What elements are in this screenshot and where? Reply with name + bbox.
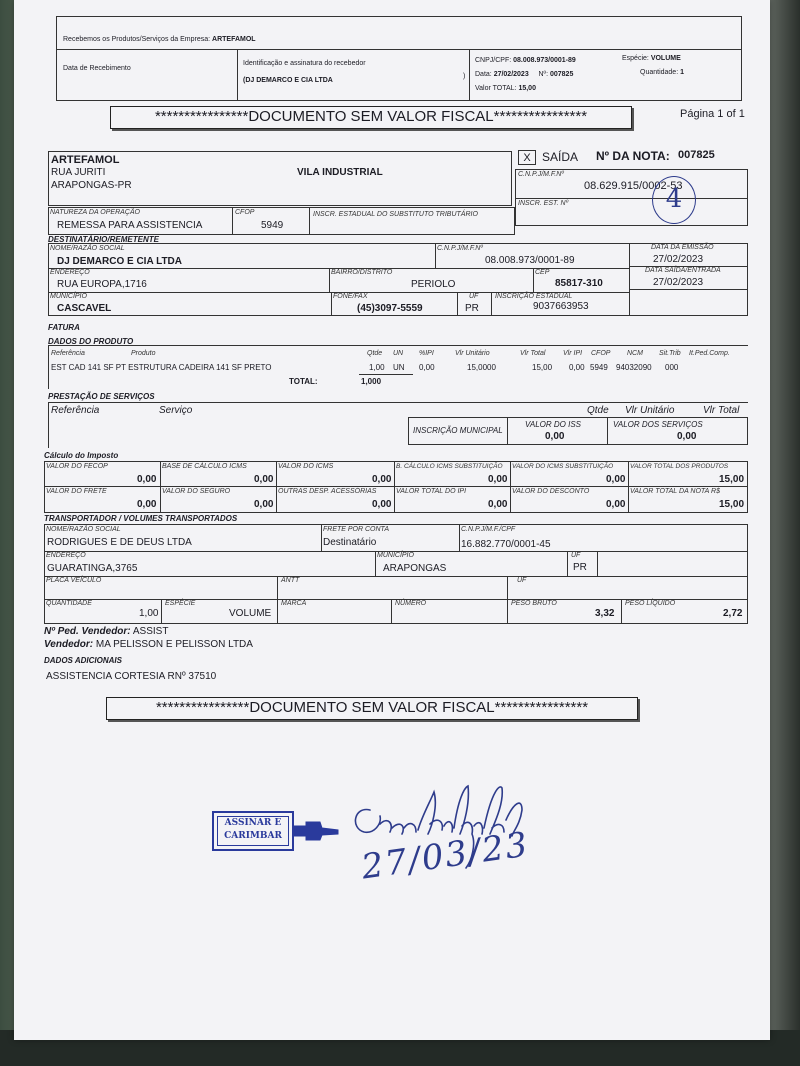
quantidade-label: QUANTIDADE — [46, 600, 92, 607]
banner-bottom: ****************DOCUMENTO SEM VALOR FISCAL**************** — [106, 697, 638, 720]
produtos-section: DADOS DO PRODUTO — [48, 337, 134, 346]
prod-h-sit: Sit.Trib — [659, 350, 681, 357]
natureza-box — [48, 207, 515, 235]
ped-vendedor-value: ASSIST — [132, 626, 169, 637]
receipt-valor-label: Valor TOTAL: — [475, 85, 517, 92]
adicionais-texto: ASSISTENCIA CORTESIA RNº 37510 — [46, 671, 217, 682]
dest-municipio: CASCAVEL — [57, 303, 112, 314]
receipt-data-label: Data: — [475, 71, 492, 78]
prod-total: 15,00 — [532, 363, 553, 372]
prod-unit: 15,0000 — [467, 363, 496, 372]
receipt-numero-label: Nº: — [538, 71, 549, 78]
peso-liquido-label: PESO LÍQUIDO — [625, 600, 676, 607]
natureza-value: REMESSA PARA ASSISTENCIA — [57, 220, 203, 231]
emitente-box — [48, 151, 512, 206]
quantidade-value: 1,00 — [139, 608, 159, 619]
dest-fone-label: FONE/FAX — [333, 293, 368, 300]
saida-label: SAÍDA — [542, 150, 579, 164]
receipt-especie-label: Espécie: — [622, 55, 649, 62]
dest-municipio-label: MUNICÍPIO — [50, 293, 87, 300]
transp-nome-label: NOME/RAZÃO SOCIAL — [46, 526, 121, 533]
receipt-cnpj-label: CNPJ/CPF: — [475, 57, 512, 64]
serv-h-unit: Vlr Unitário — [625, 405, 675, 416]
icms-label: VALOR DO ICMS — [278, 463, 334, 470]
prod-h-qtde: Qtde — [367, 350, 383, 357]
peso-bruto-value: 3,32 — [595, 608, 615, 619]
total-nota-value: 15,00 — [719, 499, 745, 510]
numero-label: NÚMERO — [395, 600, 427, 607]
antt-label: ANTT — [281, 577, 300, 584]
desconto-label: VALOR DO DESCONTO — [512, 488, 590, 495]
vendedor-value: MA PELISSON E PELISSON LTDA — [95, 639, 253, 650]
receipt-received-text: Recebemos os Produtos/Serviços da Empresa: — [63, 36, 211, 43]
total-ipi-label: VALOR TOTAL DO IPI — [396, 488, 467, 495]
dest-nome-label: NOME/RAZÃO SOCIAL — [50, 245, 125, 252]
outras-desp-value: 0,00 — [372, 499, 392, 510]
dest-insc-label: INSCRIÇÃO ESTADUAL — [495, 293, 573, 300]
total-produtos-value: 15,00 — [719, 474, 745, 485]
total-produtos-label: VALOR TOTAL DOS PRODUTOS — [630, 463, 729, 470]
insc-municipal-label: INSCRIÇÃO MUNICIPAL — [413, 426, 503, 435]
nota-label: Nº DA NOTA: — [596, 149, 670, 163]
total-nota-label: VALOR TOTAL DA NOTA R$ — [630, 488, 720, 495]
dest-insc: 9037663953 — [533, 301, 589, 312]
marca-label: MARCA — [281, 600, 307, 607]
dest-cep: 85817-310 — [555, 278, 603, 289]
prod-total-qtde: 1,000 — [361, 377, 382, 386]
prod-h-un: UN — [393, 350, 404, 357]
handwritten-date: 27/03/23 — [359, 824, 532, 888]
especie-value: VOLUME — [229, 608, 272, 619]
transportador-section: TRANSPORTADOR / VOLUMES TRANSPORTADOS — [44, 514, 238, 523]
uf2-label: UF — [517, 577, 527, 584]
dest-cnpj-label: C.N.P.J/M.F.Nº — [437, 245, 483, 252]
prod-h-vlripi: Vlr IPI — [563, 350, 583, 357]
peso-liquido-value: 2,72 — [723, 608, 743, 619]
dest-uf-label: UF — [469, 293, 479, 300]
transp-municipio: ARAPONGAS — [383, 563, 447, 574]
destinatario-section: DESTINATÁRIO/REMETENTE — [48, 235, 159, 244]
emitente-cnpj-label: C.N.P.J/M.F.Nº — [518, 171, 564, 178]
invoice-paper — [14, 0, 770, 1040]
frete-value: 0,00 — [137, 499, 157, 510]
stamp-line-2: CARIMBAR — [224, 831, 282, 841]
prod-h-unit: Vlr Unitário — [455, 350, 490, 357]
prod-ipi: 0,00 — [419, 363, 435, 372]
emitente-rua: RUA JURITI — [51, 167, 106, 178]
desconto-value: 0,00 — [606, 499, 626, 510]
receipt-numero: 007825 — [549, 71, 574, 78]
receipt-data: 27/02/2023 — [493, 71, 529, 78]
dest-saida-label: DATA SAÍDA/ENTRADA — [645, 267, 721, 274]
transp-endereco-label: ENDEREÇO — [46, 552, 86, 559]
dest-cnpj: 08.008.973/0001-89 — [485, 255, 575, 266]
dest-emissao-label: DATA DA EMISSÃO — [651, 244, 714, 251]
serv-h-qtde: Qtde — [587, 405, 609, 416]
transp-uf: PR — [573, 562, 587, 573]
prod-h-ncm: NCM — [627, 350, 643, 357]
nota-numero: 007825 — [678, 149, 715, 161]
adicionais-section: DADOS ADICIONAIS — [44, 656, 122, 665]
cfop-label: CFOP — [235, 209, 255, 216]
emitente-cnpj-box — [515, 169, 748, 226]
peso-bruto-label: PESO BRUTO — [511, 600, 557, 607]
receipt-especie: VOLUME — [650, 55, 681, 62]
seguro-value: 0,00 — [254, 499, 274, 510]
transp-frete-label: FRETE POR CONTA — [323, 526, 389, 533]
emitente-cnpj: 08.629.915/0002-53 — [584, 180, 683, 192]
dest-saida: 27/02/2023 — [653, 277, 704, 288]
serv-h-servico: Serviço — [159, 405, 193, 416]
receipt-stub: Recebemos os Produtos/Serviços da Empresa: ARTEFAMOL Data de Recebimento Identificação e assinatura do recebedor (DJ DEMARCO E CIA LTDA ) CNPJ/CPF: 08.008.973/0001-89 Data: 27/02/2023 Nº: 007825 Valor TOTAL: 15,00 Espécie: VOLUME Quantidade: 1 — [56, 16, 742, 101]
fecop-value: 0,00 — [137, 474, 157, 485]
prod-h-produto: Produto — [131, 350, 156, 357]
imposto-box — [44, 461, 748, 513]
dest-endereco: RUA EUROPA,1716 — [57, 279, 147, 290]
prod-total-label: TOTAL: — [289, 377, 318, 386]
bc-icms-st-label: B. CÁLCULO ICMS SUBSTITUIÇÃO — [396, 463, 503, 470]
saida-checkbox: X — [518, 150, 536, 165]
page-number: Página 1 of 1 — [680, 108, 745, 120]
prod-h-cfop: CFOP — [591, 350, 611, 357]
receipt-cnpj: 08.008.973/0001-89 — [513, 57, 576, 64]
nota-header — [518, 148, 748, 168]
prod-h-total: Vlr Total — [520, 350, 546, 357]
icms-st-label: VALOR DO ICMS SUBSTITUIÇÃO — [512, 463, 614, 470]
receipt-valor: 15,00 — [518, 85, 536, 92]
iss-label: VALOR DO ISS — [525, 420, 582, 429]
prod-ncm: 94032090 — [616, 363, 652, 372]
receipt-date-label: Data de Recebimento — [63, 65, 131, 72]
especie-label: ESPÉCIE — [165, 600, 196, 607]
vendedor-label: Vendedor: — [44, 639, 94, 650]
servicos-totais-box — [408, 417, 748, 445]
dest-endereco-label: ENDEREÇO — [50, 269, 90, 276]
insc-subst-label: INSCR. ESTADUAL DO SUBSTITUTO TRIBUTÁRIO — [313, 211, 478, 218]
emitente-bairro: VILA INDUSTRIAL — [297, 167, 383, 178]
base-icms-label: BASE DE CÁLCULO ICMS — [162, 463, 247, 470]
dest-uf: PR — [465, 303, 479, 314]
serv-h-total: Vlr Total — [703, 405, 740, 416]
base-icms-value: 0,00 — [254, 474, 274, 485]
fatura-section: FATURA — [48, 323, 80, 332]
prod-sit: 000 — [665, 363, 679, 372]
total-ipi-value: 0,00 — [488, 499, 508, 510]
receipt-recipient: (DJ DEMARCO E CIA LTDA — [243, 77, 333, 84]
emitente-nome: ARTEFAMOL — [51, 154, 120, 166]
prod-h-ref: Referência — [51, 350, 85, 357]
assinar-carimbar-stamp — [212, 811, 294, 851]
dest-bairro-label: BAIRRO/DISTRITO — [331, 269, 393, 276]
iss-value: 0,00 — [545, 431, 565, 442]
transp-frete: Destinatário — [323, 537, 377, 548]
dest-bairro: PERIOLO — [411, 279, 456, 290]
bc-icms-st-value: 0,00 — [488, 474, 508, 485]
serv-h-ref: Referência — [51, 405, 100, 416]
dest-cep-label: CEP — [535, 269, 550, 276]
receipt-quantidade: 1 — [680, 69, 685, 76]
cfop-value: 5949 — [261, 220, 284, 231]
receipt-company: ARTEFAMOL — [212, 36, 256, 43]
dest-fone: (45)3097-5559 — [357, 303, 423, 314]
transp-endereco: GUARATINGA,3765 — [47, 563, 138, 574]
dest-emissao: 27/02/2023 — [653, 254, 704, 265]
outras-desp-label: OUTRAS DESP. ACESSÓRIAS — [278, 488, 377, 495]
icms-value: 0,00 — [372, 474, 392, 485]
seguro-label: VALOR DO SEGURO — [162, 488, 231, 495]
emitente-insc-label: INSCR. EST. Nº — [518, 200, 569, 207]
frete-label: VALOR DO FRETE — [46, 488, 107, 495]
icms-st-value: 0,00 — [606, 474, 626, 485]
produtos-box — [48, 345, 748, 389]
receipt-quantidade-label: Quantidade: — [640, 69, 679, 76]
receipt-signature-label: Identificação e assinatura do recebedor — [243, 60, 366, 67]
transp-municipio-label: MUNICÍPIO — [377, 552, 414, 559]
prod-h-ipi: %IPI — [419, 350, 434, 357]
transp-uf-label: UF — [571, 552, 581, 559]
dest-nome: DJ DEMARCO E CIA LTDA — [57, 256, 182, 267]
emitente-cidade: ARAPONGAS-PR — [51, 180, 132, 191]
prod-qtde: 1,00 — [369, 363, 385, 372]
natureza-label: NATUREZA DA OPERAÇÃO — [50, 209, 140, 216]
fecop-label: VALOR DO FECOP — [46, 463, 108, 470]
prod-h-itped: It.Ped.Comp. — [689, 350, 730, 357]
prod-vlripi: 0,00 — [569, 363, 585, 372]
banner-top: ****************DOCUMENTO SEM VALOR FISCAL**************** — [110, 106, 632, 129]
servicos-total-value: 0,00 — [677, 431, 697, 442]
destinatario-box — [48, 243, 748, 316]
servicos-section: PRESTAÇÃO DE SERVIÇOS — [48, 392, 155, 401]
pointing-hand-icon — [292, 818, 342, 848]
ped-vendedor-label: Nº Ped. Vendedor: — [44, 626, 131, 637]
prod-un: UN — [393, 363, 405, 372]
transp-cnpj: 16.882.770/0001-45 — [461, 539, 551, 550]
transp-nome: RODRIGUES E DE DEUS LTDA — [47, 537, 192, 548]
prod-cfop: 5949 — [590, 363, 608, 372]
transp-cnpj-label: C.N.P.J/M.F./CPF — [461, 526, 516, 533]
transportador-box — [44, 524, 748, 624]
handwritten-circle-mark: 4 — [652, 176, 696, 224]
placa-label: PLACA VEÍCULO — [46, 577, 102, 584]
servicos-total-label: VALOR DOS SERVIÇOS — [613, 420, 703, 429]
stamp-line-1: ASSINAR E — [224, 818, 282, 828]
imposto-section: Cálculo do Imposto — [44, 451, 119, 460]
prod-descricao: EST CAD 141 SF PT ESTRUTURA CADEIRA 141 SF PRETO — [51, 363, 272, 372]
